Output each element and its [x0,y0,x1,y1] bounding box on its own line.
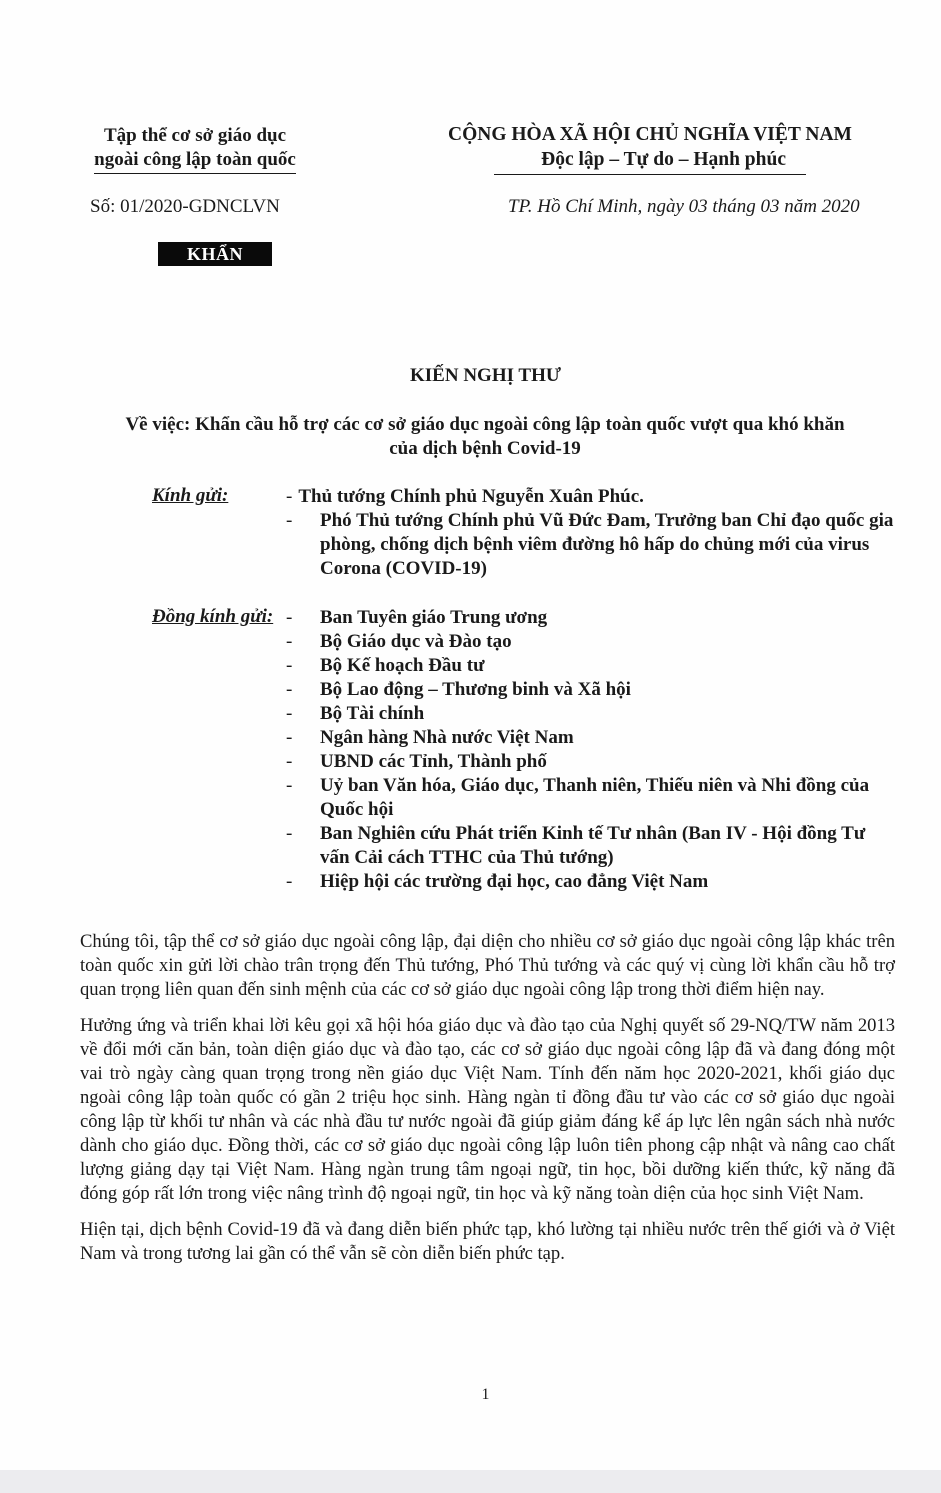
cc-item [286,726,896,750]
recipients-label: Kính gửi: [152,485,229,506]
cc-label: Đồng kính gửi: [152,606,274,627]
document-subject [80,413,890,461]
list-dash: - [286,607,293,628]
recipient-item [286,509,896,581]
cc-text: Bộ Kế hoạch Đầu tư [320,655,485,676]
list-dash: - [286,703,293,724]
body-paragraph: Chúng tôi, tập thể cơ sở giáo dục ngoài công lập, đại diện cho nhiều cơ sở giáo dục ngoài công lập khác trên toàn quốc xin gửi lời chào trân trọng đến Thủ tướng, Phó Thủ tướng và các quý vị cùng lời khẩn cầu hỗ trợ quan trọng liên quan đến sinh mệnh của các cơ sở giáo dục ngoài công lập trong thời điểm hiện nay. [80,931,895,1000]
cc-text: Uỷ ban Văn hóa, Giáo dục, Thanh niên, Thiếu niên và Nhi đồng của Quốc hội [320,775,870,820]
org-line-2: ngoài công lập toàn quốc [94,148,296,174]
list-dash: - [286,775,293,796]
cc-item [286,606,896,630]
subject-line-1: Về việc: Khẩn cầu hỗ trợ các cơ sở giáo dục ngoài công lập toàn quốc vượt qua khó khăn [125,414,845,435]
cc-text: Bộ Tài chính [320,703,425,724]
cc-text: Ban Nghiên cứu Phát triển Kinh tế Tư nhân (Ban IV - Hội đồng Tư vấn Cải cách TTHC của Thủ tướng) [320,823,866,868]
cc-item [286,702,896,726]
list-dash: - [286,871,293,892]
cc-item [286,774,896,822]
cc-text: Ngân hàng Nhà nước Việt Nam [320,727,574,748]
cc-item [286,678,896,702]
document-number: Số: 01/2020-GDNCLVN [90,196,280,217]
national-header [410,122,890,175]
list-dash: - [286,655,293,676]
cc-item [286,870,896,894]
urgent-badge: KHẨN [158,242,272,266]
cc-text: Ban Tuyên giáo Trung ương [320,607,548,628]
cc-item [286,750,896,774]
cc-text: Hiệp hội các trường đại học, cao đẳng Việt Nam [320,871,709,892]
viewer-bottom-bar [0,1470,941,1493]
list-dash: - [286,510,293,531]
body-paragraph: Hưởng ứng và triển khai lời kêu gọi xã hội hóa giáo dục và đào tạo của Nghị quyết số 29-NQ/TW năm 2013 về đổi mới căn bản, toàn diện giáo dục và đào tạo, các cơ sở giáo dục ngoài công lập đã và đang đóng một vai trò ngày càng quan trọng trong nền giáo dục Việt Nam. Tính đến năm học 2020-2021, khối giáo dục ngoài công lập toàn quốc có gần 2 triệu học sinh. Hàng ngàn tỉ đồng đầu tư vào các cơ sở giáo dục ngoài công lập từ khối tư nhân và các nhà đầu tư nước ngoài đã giúp giảm đáng kể áp lực lên ngân sách nhà nước dành cho giáo dục. Đồng thời, các cơ sở giáo dục ngoài công lập luôn tiên phong cập nhật và nâng cao chất lượng giảng dạy tại Việt Nam. Hàng ngàn trung tâm ngoại ngữ, tin học, bồi dưỡng kiến thức, kỹ năng đã đóng góp rất lớn trong việc nâng trình độ ngoại ngữ, tin học và kỹ năng toàn diện của học sinh Việt Nam. [80,1015,895,1204]
cc-text: Bộ Lao động – Thương binh và Xã hội [320,679,631,700]
page-number: 1 [481,1386,490,1403]
subject-line-2: của dịch bệnh Covid-19 [389,438,581,459]
list-dash: - [286,751,293,772]
list-dash: - [286,679,293,700]
republic-name: CỘNG HÒA XÃ HỘI CHỦ NGHĨA VIỆT NAM [448,124,852,145]
list-dash: - [286,823,293,844]
issuing-organization [70,124,320,174]
document-title: KIẾN NGHỊ THƯ [410,365,561,386]
list-dash: - [286,486,293,507]
recipient-item [286,485,896,509]
recipient-text: Phó Thủ tướng Chính phủ Vũ Đức Đam, Trưởng ban Chỉ đạo quốc gia phòng, chống dịch bệnh viêm đường hô hấp do chủng mới của virus Corona (COVID-19) [320,510,894,579]
cc-text: UBND các Tỉnh, Thành phố [320,751,547,772]
national-motto: Độc lập – Tự do – Hạnh phúc [494,147,806,175]
cc-item [286,654,896,678]
list-dash: - [286,727,293,748]
letter-body [80,930,895,1278]
recipient-text: Thủ tướng Chính phủ Nguyễn Xuân Phúc. [298,486,644,507]
cc-list [286,606,896,894]
cc-item [286,630,896,654]
cc-item [286,822,896,870]
cc-text: Bộ Giáo dục và Đào tạo [320,631,512,652]
org-line-1: Tập thể cơ sở giáo dục [103,125,287,146]
place-and-date: TP. Hồ Chí Minh, ngày 03 tháng 03 năm 2020 [508,196,860,217]
body-paragraph: Hiện tại, dịch bệnh Covid-19 đã và đang diễn biến phức tạp, khó lường tại nhiều nước trên thế giới và ở Việt Nam và trong tương lai gần có thể vẫn sẽ còn diễn biến phức tạp. [80,1219,895,1264]
recipients-list [286,485,896,581]
list-dash: - [286,631,293,652]
